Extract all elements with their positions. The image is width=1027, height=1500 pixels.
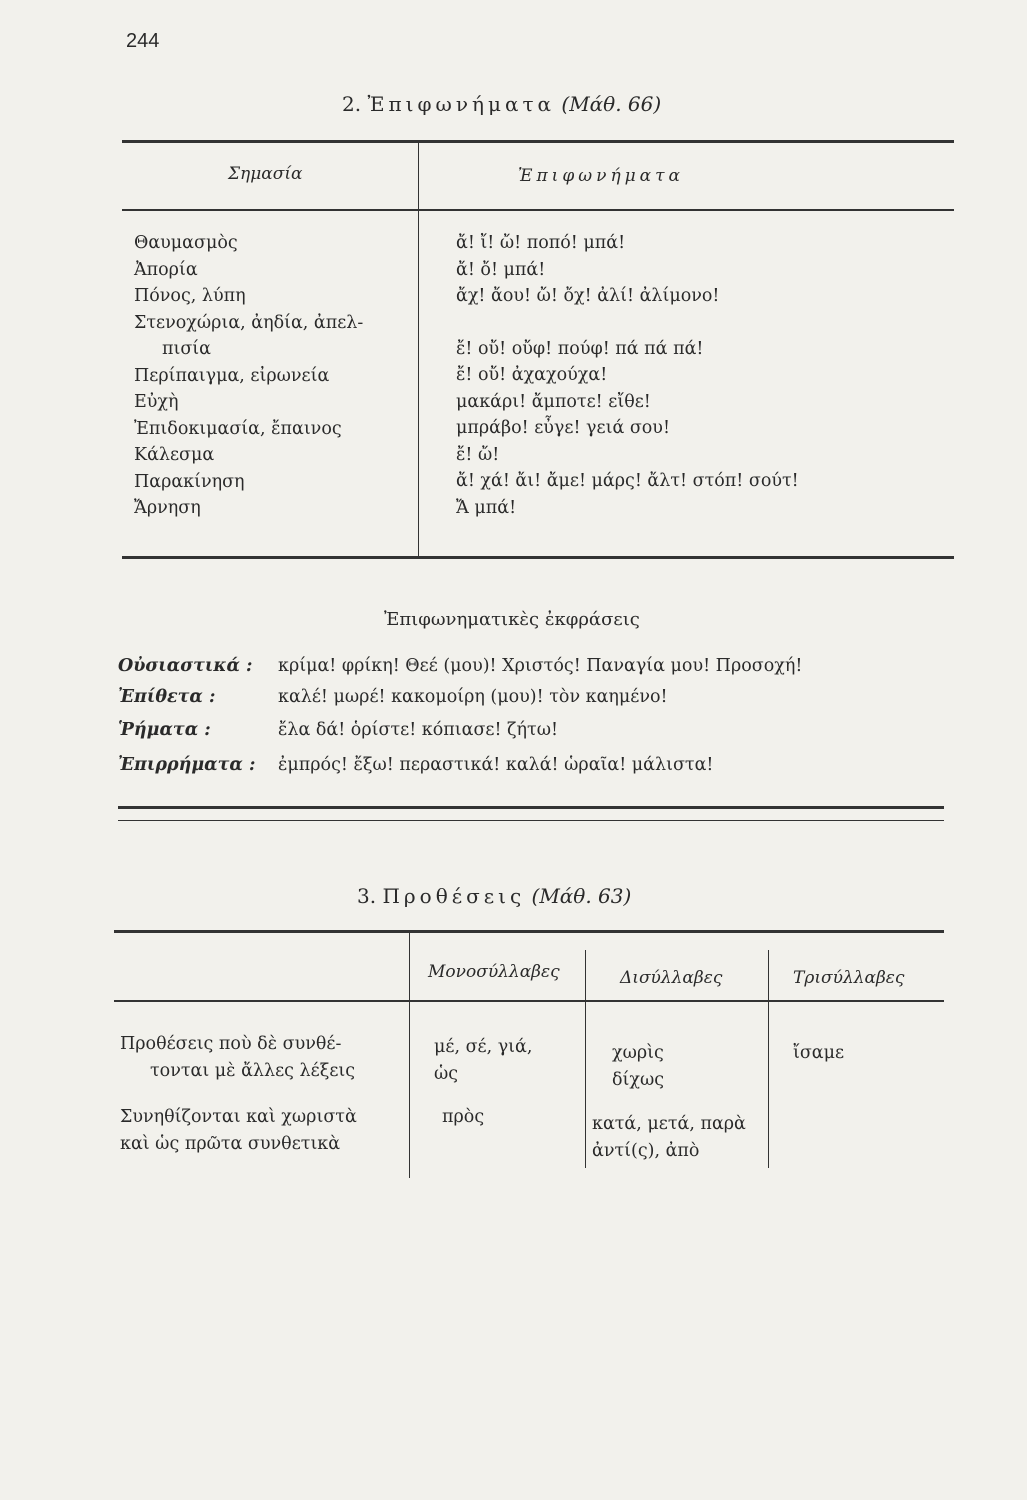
expressions-bottom-rule-2: [118, 820, 944, 821]
table2-cell-mono: [434, 1034, 532, 1087]
table2-row-label: [120, 1104, 357, 1157]
expression-text: ἔλα δά! ὁρίστε! κόπιασε! ζήτω!: [278, 720, 558, 740]
table2-header-di: Δισύλλαβες: [620, 968, 723, 988]
cell-line: πρὸς: [442, 1107, 485, 1127]
cell-line: κατά, μετά, παρὰ: [592, 1114, 746, 1134]
meaning-item: Θαυμασμὸς: [134, 233, 238, 253]
interjection-item: μακάρι! ἄμποτε! εἴθε!: [456, 391, 651, 412]
table2-cell-di: [612, 1040, 664, 1093]
row-label-line: καὶ ὡς πρῶτα συνθετικὰ: [120, 1133, 341, 1154]
expression-text: ἐμπρός! ἔξω! περαστικά! καλά! ὡραῖα! μάλιστα!: [278, 755, 714, 775]
meaning-item: πισία: [162, 339, 211, 359]
section3-ref: (Μάθ. 63): [531, 884, 632, 908]
table1-top-rule: [122, 140, 954, 143]
cell-line: δίχως: [612, 1069, 665, 1090]
interjection-item: ἄ! χά! ἄι! ἄμε! μάρς! ἄλτ! στόπ! σούτ!: [456, 471, 799, 491]
meaning-item: Στενοχώρια, ἀηδία, ἀπελ-: [134, 312, 364, 333]
interjection-item: ἔ! οὔ! ἀχαχούχα!: [456, 365, 608, 385]
meaning-item: Ἄρνηση: [134, 498, 201, 518]
expression-label: Οὐσιαστικά :: [118, 656, 253, 676]
meaning-item: Ἐπιδοκιμασία, ἔπαινος: [134, 418, 342, 439]
table2-top-rule: [114, 930, 944, 933]
table2-divider-2: [585, 950, 586, 1168]
expression-row: [118, 687, 668, 707]
table1-header-rule: [122, 209, 954, 211]
meanings-column: [134, 230, 363, 522]
table1-column-divider: [418, 143, 419, 558]
section3-number: 3.: [357, 884, 377, 908]
interjection-item: ἄ! ἴ! ὤ! ποπό! μπά!: [456, 233, 626, 253]
section2-ref: (Μάθ. 66): [561, 92, 662, 116]
table2-divider-3: [768, 950, 769, 1168]
table2-divider-1: [409, 933, 410, 1178]
table1-bottom-rule: [122, 556, 954, 559]
expression-row: [118, 720, 558, 740]
interjection-item: ἄχ! ἄου! ὤ! ὄχ! ἀλί! ἀλίμονο!: [456, 286, 720, 306]
interjection-item: ἄ! ὄ! μπά!: [456, 259, 546, 280]
section2-number: 2.: [342, 92, 362, 116]
meaning-item: Παρακίνηση: [134, 471, 245, 492]
expression-row: [118, 755, 713, 775]
section2-title: Ἐπιφωνήματα: [367, 92, 556, 116]
table2-cell-di: [592, 1111, 746, 1164]
expressions-title: Ἐπιφωνηματικὲς ἐκφράσεις: [384, 609, 640, 630]
interjection-item: ἔ! οὔ! οὔφ! πούφ! πά πά πά!: [456, 338, 704, 359]
cell-line: χωρὶς: [612, 1043, 664, 1063]
interjection-item: μπράβο! εὖγε! γειά σου!: [456, 418, 670, 438]
table2-cell-tri: [793, 1040, 844, 1067]
cell-line: ἀντί(ς), ἀπὸ: [592, 1140, 700, 1161]
table1-header-interjections: Ἐπιφωνήματα: [518, 166, 685, 186]
expression-label: Ῥήματα :: [118, 720, 211, 740]
section3-title: Προθέσεις: [382, 884, 526, 908]
page-number: 244: [126, 30, 160, 52]
meaning-item: Εὐχὴ: [134, 392, 179, 412]
meaning-item: Κάλεσμα: [134, 445, 215, 465]
row-label-line: τονται μὲ ἄλλες λέξεις: [150, 1060, 356, 1081]
row-label-line: Προθέσεις ποὺ δὲ συνθέ-: [120, 1034, 342, 1054]
expression-label: Ἐπιρρήματα :: [118, 755, 256, 775]
expression-text: κρίμα! φρίκη! Θεέ (μου)! Χριστός! Παναγία μου! Προσοχή!: [278, 656, 803, 676]
table2-header-rule: [114, 1000, 944, 1002]
meaning-item: Περίπαιγμα, εἰρωνεία: [134, 365, 330, 386]
table2-header-mono: Μονοσύλλαβες: [428, 962, 560, 982]
table2-cell-mono: [442, 1104, 484, 1131]
table2-row-label: [120, 1031, 355, 1084]
expressions-bottom-rule: [118, 806, 944, 809]
cell-line: ἴσαμε: [793, 1043, 845, 1063]
meaning-item: Ἀπορία: [134, 259, 198, 280]
expression-label: Ἐπίθετα :: [118, 687, 216, 707]
table1-header-meaning: Σημασία: [228, 164, 303, 184]
expression-text: καλέ! μωρέ! κακομοίρη (μου)! τὸν καημένο!: [278, 687, 668, 707]
section3-heading: [357, 884, 631, 908]
cell-line: μέ, σέ, γιά,: [434, 1037, 533, 1057]
row-label-line: Συνηθίζονται καὶ χωριστὰ: [120, 1107, 357, 1127]
meaning-item: Πόνος, λύπη: [134, 286, 246, 306]
table2-header-tri: Τρισύλλαβες: [793, 968, 905, 988]
cell-line: ὡς: [434, 1063, 459, 1084]
interjection-item: ἔ! ὤ!: [456, 444, 500, 465]
interjection-item: Ἄ μπά!: [456, 497, 517, 518]
interjections-column: [456, 230, 799, 521]
section2-heading: [342, 92, 661, 116]
expression-row: [118, 656, 802, 676]
